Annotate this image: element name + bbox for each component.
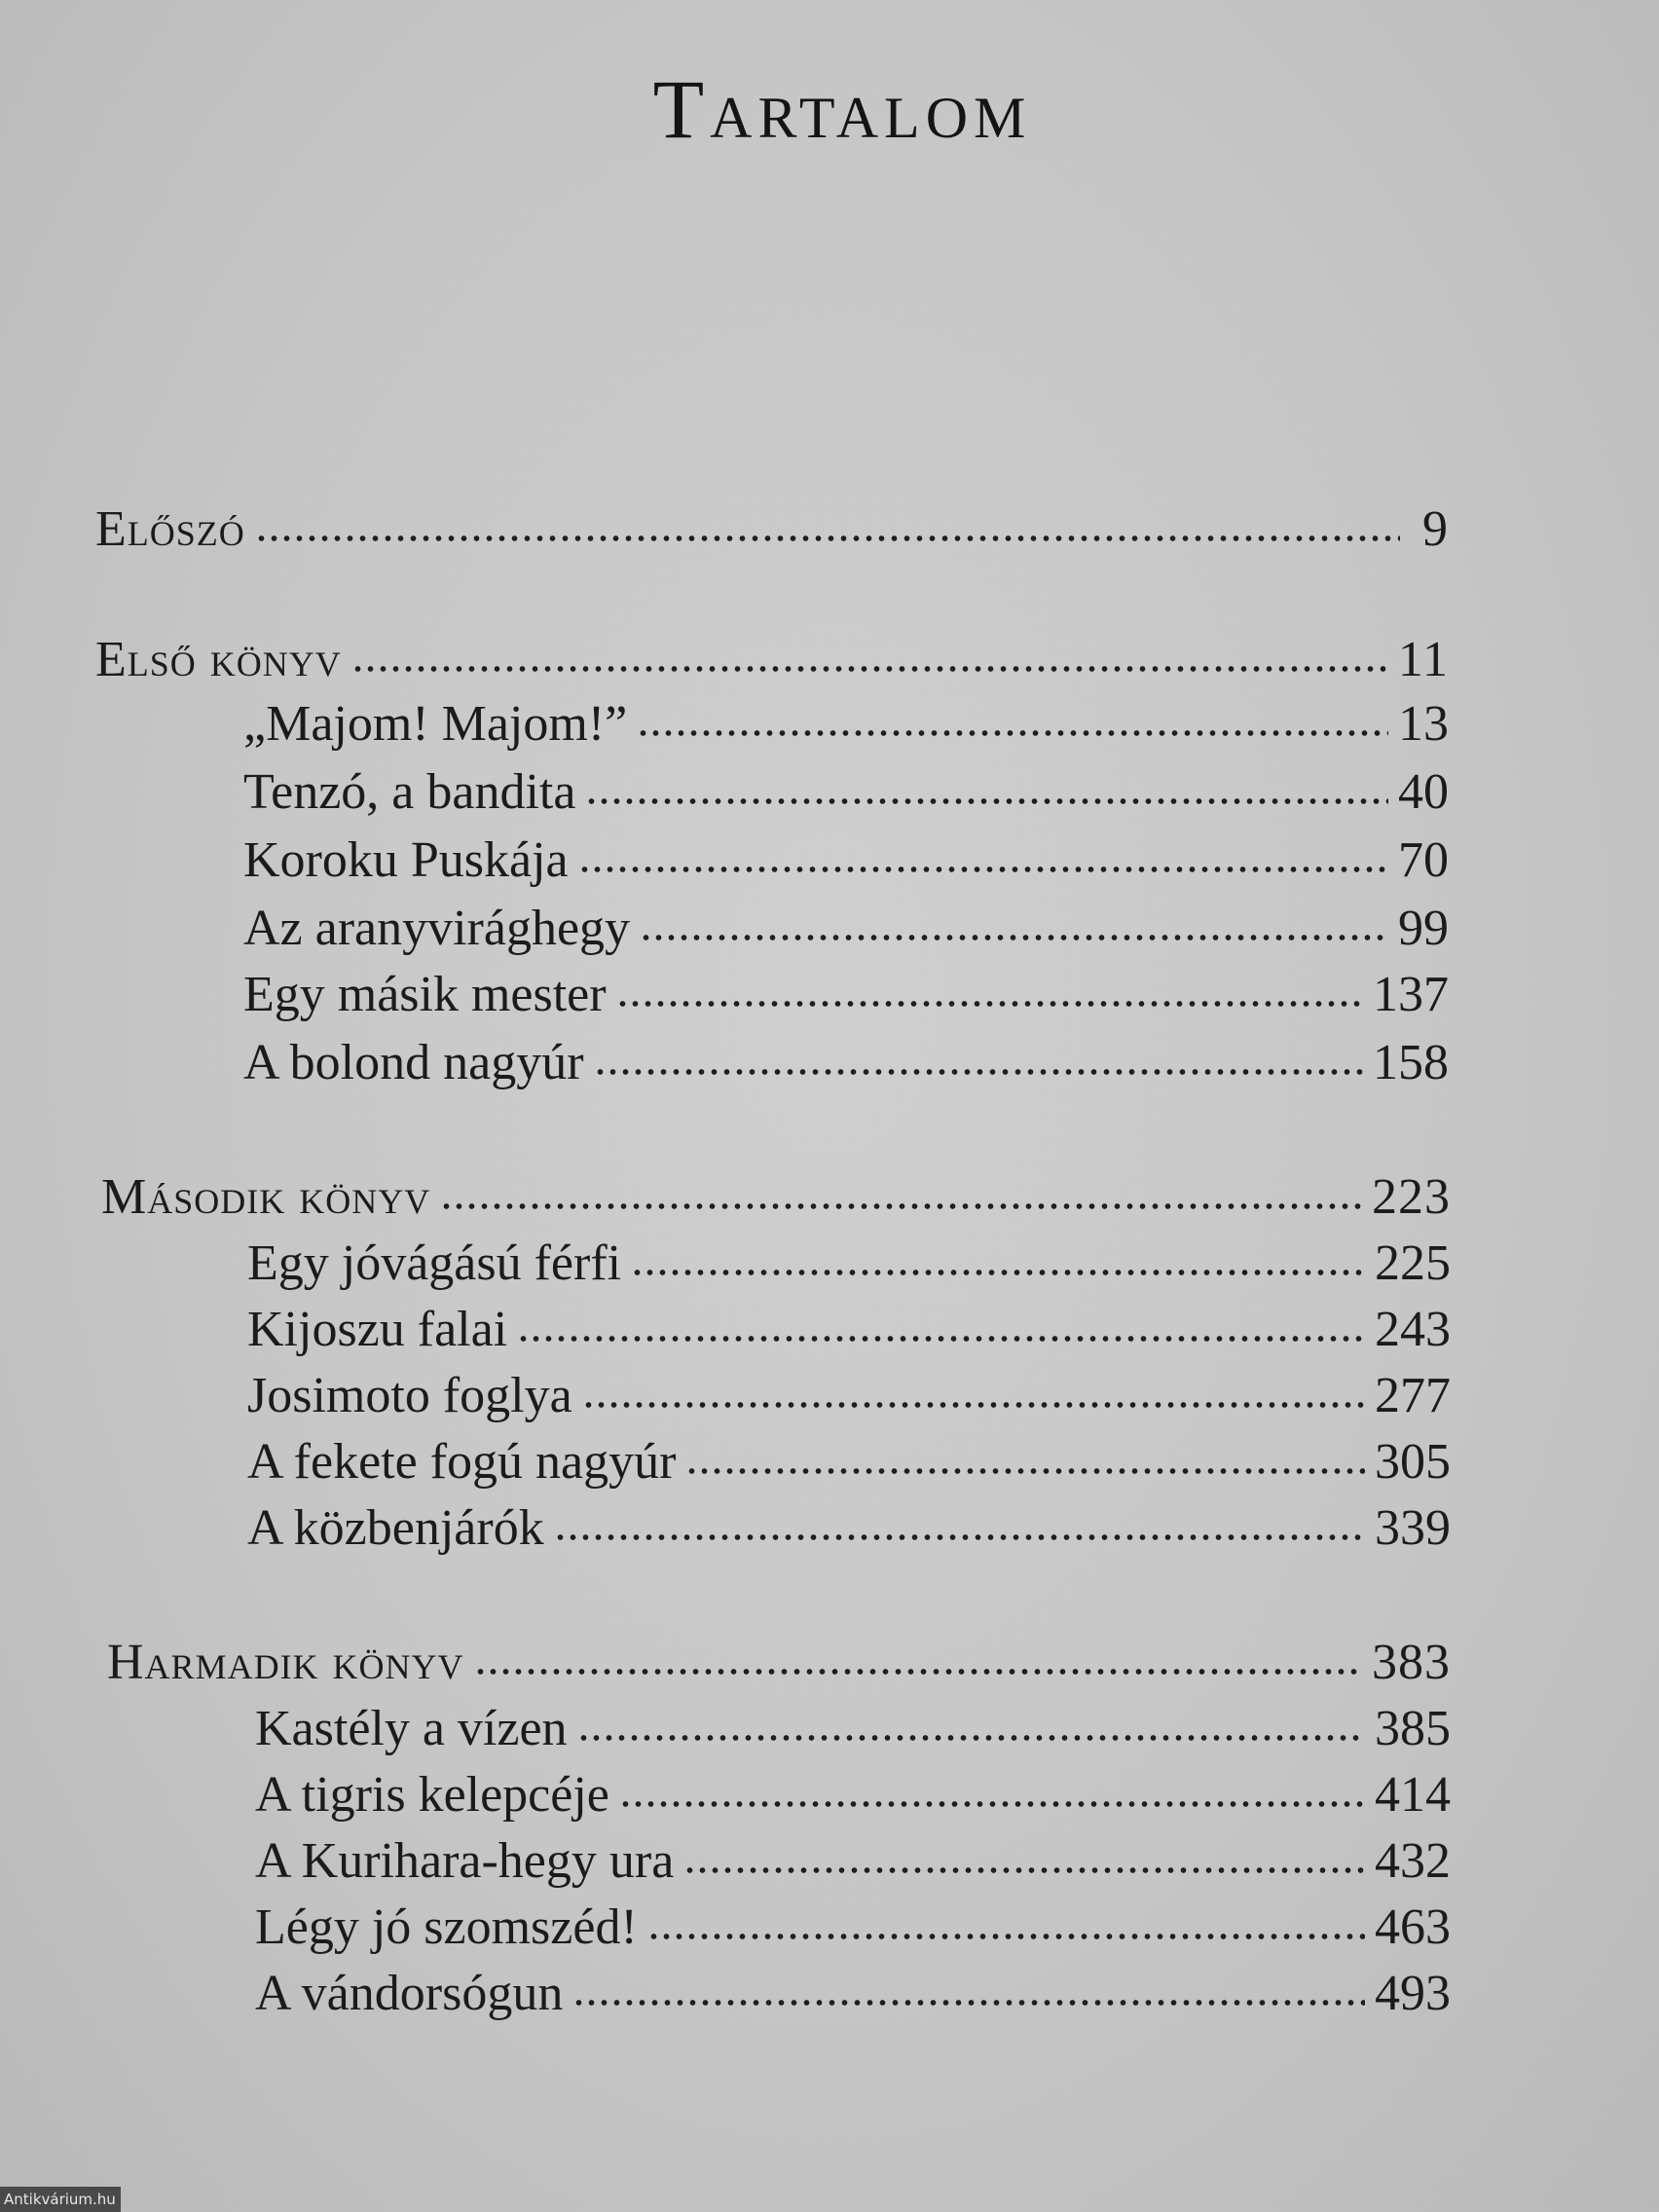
toc-entry-page: 225 [1375, 1235, 1451, 1291]
toc-entry [243, 832, 1449, 888]
toc-entry-page: 11 [1397, 632, 1449, 687]
toc-entry [255, 1966, 1451, 2021]
toc-entry-label: A bolond nagyúr [243, 1035, 584, 1090]
dot-leader [637, 726, 1388, 740]
dot-leader [440, 1199, 1362, 1213]
toc-entry [243, 903, 1449, 954]
dot-leader [640, 931, 1388, 944]
toc-entry-page: 99 [1398, 901, 1449, 956]
toc-entry [247, 1500, 1451, 1556]
toc-entry [95, 501, 1449, 557]
toc-entry-label: A fekete fogú nagyúr [247, 1434, 677, 1490]
toc-entry [255, 1833, 1451, 1889]
toc-entry [255, 1701, 1451, 1756]
toc-entry-page: 463 [1375, 1899, 1451, 1955]
toc-entry [243, 1035, 1449, 1090]
dot-leader [474, 1665, 1362, 1678]
toc-entry-label: Második könyv [101, 1169, 431, 1225]
toc-entry-label: A Kurihara-hegy ura [255, 1833, 675, 1889]
toc-entry [255, 1767, 1451, 1823]
dot-leader [572, 1996, 1365, 2009]
toc-entry-page: 339 [1375, 1500, 1451, 1556]
toc-entry-page: 385 [1375, 1701, 1451, 1756]
toc-entry [255, 1899, 1451, 1955]
toc-entry-label: Koroku Puskája [243, 832, 569, 888]
page-title: Tartalom [652, 62, 1032, 156]
toc-entry [101, 1169, 1451, 1225]
dot-leader [578, 863, 1388, 876]
toc-entry-page: 432 [1375, 1833, 1451, 1889]
toc-entry [107, 1635, 1451, 1690]
toc-entry-page: 414 [1375, 1767, 1451, 1823]
dot-leader [577, 1731, 1365, 1745]
dot-leader [554, 1530, 1365, 1544]
toc-entry-page: 158 [1373, 1035, 1449, 1090]
dot-leader [351, 662, 1388, 676]
toc-entry [247, 1235, 1451, 1291]
dot-leader [594, 1065, 1363, 1079]
toc-entry-label: A vándorsógun [255, 1966, 564, 2021]
toc-entry-page: 70 [1398, 832, 1449, 888]
toc-entry-page: 223 [1372, 1169, 1451, 1225]
watermark: Antikvárium.hu [0, 2187, 121, 2212]
toc-entry-page: 277 [1375, 1368, 1451, 1423]
toc-entry-page: 13 [1398, 696, 1449, 752]
toc-entry-label: A tigris kelepcéje [255, 1767, 609, 1823]
dot-leader [616, 997, 1363, 1011]
dot-leader [517, 1332, 1365, 1346]
toc-entry [247, 1302, 1451, 1357]
dot-leader [582, 1398, 1365, 1412]
toc-entry [95, 632, 1449, 687]
toc-entry [243, 967, 1449, 1022]
toc-entry-label: A közbenjárók [247, 1500, 544, 1556]
toc-entry-page: 243 [1375, 1302, 1451, 1357]
dot-leader [683, 1863, 1365, 1877]
dot-leader [619, 1797, 1365, 1811]
dot-leader [255, 532, 1400, 545]
toc-entry-label: Egy jóvágású férfi [247, 1235, 622, 1291]
toc-entry [243, 696, 1449, 752]
toc-entry-label: „Majom! Majom!” [243, 696, 628, 752]
toc-entry [243, 764, 1449, 820]
toc-entry-label: Az aranyvirághegy [243, 901, 631, 956]
toc-entry-page: 137 [1373, 967, 1449, 1022]
toc-entry-label: Légy jó szomszéd! [255, 1899, 638, 1955]
toc-entry-label: Kastély a vízen [255, 1701, 568, 1756]
toc-entry-label: Előszó [95, 501, 245, 557]
toc-entry [247, 1434, 1451, 1490]
toc-entry-label: Első könyv [95, 632, 342, 687]
toc-entry-page: 40 [1398, 764, 1449, 820]
toc-entry-label: Kijoszu falai [247, 1302, 508, 1357]
dot-leader [585, 794, 1388, 808]
toc-entry-page: 493 [1375, 1966, 1451, 2021]
toc-entry-page: 383 [1372, 1635, 1451, 1690]
toc-entry-label: Harmadik könyv [107, 1635, 464, 1690]
toc-entry-label: Josimoto foglya [247, 1368, 572, 1423]
dot-leader [647, 1930, 1365, 1943]
dot-leader [685, 1464, 1365, 1478]
toc-entry-label: Tenzó, a bandita [243, 764, 576, 820]
toc-entry-label: Egy másik mester [243, 967, 607, 1022]
toc-entry [247, 1368, 1451, 1423]
dot-leader [631, 1266, 1365, 1279]
toc-entry-page: 9 [1422, 501, 1449, 557]
toc-entry-page: 305 [1375, 1434, 1451, 1490]
